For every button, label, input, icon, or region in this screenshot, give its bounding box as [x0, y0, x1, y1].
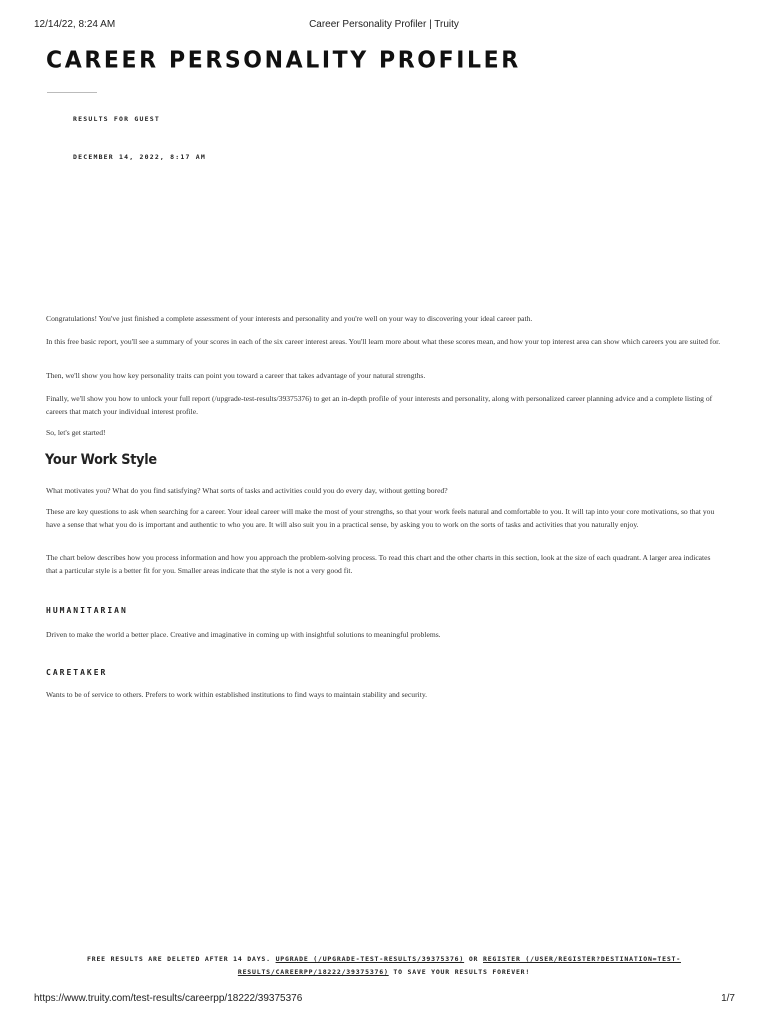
- notice-suffix: TO SAVE YOUR RESULTS FOREVER!: [393, 968, 531, 976]
- intro-paragraph: So, let's get started!: [46, 428, 106, 437]
- page-title: CAREER PERSONALITY PROFILER: [46, 47, 521, 74]
- style-description-humanitarian: Driven to make the world a better place. Creative and imaginative in coming up with insightful solutions to meaningful problems.: [46, 630, 441, 639]
- results-expiry-notice: [60, 953, 708, 979]
- work-style-heading: Your Work Style: [45, 452, 157, 468]
- print-url: https://www.truity.com/test-results/careerpp/18222/39375376: [34, 993, 303, 1004]
- work-style-paragraph: What motivates you? What do you find satisfying? What sorts of tasks and activities could you do every day, without getting bored?: [46, 486, 448, 495]
- intro-paragraph: Congratulations! You've just finished a complete assessment of your interests and personality and you're well on your way to discovering your ideal career path.: [46, 314, 533, 323]
- intro-paragraph: In this free basic report, you'll see a summary of your scores in each of the six career interest areas. You'll learn more about what these scores mean, and how your top interest area can show which careers you are suited for.: [46, 337, 721, 346]
- print-page-number: 1/7: [721, 993, 735, 1004]
- work-style-paragraph: These are key questions to ask when searching for a career. Your ideal career will make the most of your strengths, so that your work feels natural and comfortable to you. It will tap into your core motivations, so that you have a sense that what you do is important and authentic to who you are. It will also suit you in a practical sense, by asking you to work on the sorts of tasks and activities that you naturally enjoy.: [46, 507, 715, 529]
- title-divider: [47, 92, 97, 93]
- print-datetime: 12/14/22, 8:24 AM: [34, 19, 116, 30]
- style-description-caretaker: Wants to be of service to others. Prefers to work within established institutions to find ways to maintain stability and security.: [46, 690, 428, 699]
- work-style-paragraph: The chart below describes how you process information and how you approach the problem-solving process. To read this chart and the other charts in this section, look at the size of each quadrant. A larger area indicates that a particular style is a better fit for you. Smaller areas indicate that the style is not a very good fit.: [46, 553, 711, 575]
- style-heading-humanitarian: HUMANITARIAN: [46, 606, 128, 615]
- notice-or: OR: [468, 955, 479, 963]
- results-date: DECEMBER 14, 2022, 8:17 AM: [73, 153, 206, 161]
- notice-prefix: FREE RESULTS ARE DELETED AFTER 14 DAYS.: [87, 955, 271, 963]
- intro-paragraph: Finally, we'll show you how to unlock your full report (/upgrade-test-results/39375376) to get an in-depth profile of your interests and personality, along with personalized career planning advice and a complete listing of careers that match your individual interest profile.: [46, 394, 713, 416]
- print-page-title: Career Personality Profiler | Truity: [309, 19, 459, 30]
- results-for-label: RESULTS FOR GUEST: [73, 115, 160, 123]
- intro-paragraph: Then, we'll show you how key personality traits can point you toward a career that takes advantage of your natural strengths.: [46, 371, 426, 380]
- register-link[interactable]: REGISTER (/USER/REGISTER?DESTINATION=TEST-RESULTS/CAREERPP/18222/39375376): [237, 955, 681, 976]
- style-heading-caretaker: CARETAKER: [46, 668, 108, 677]
- upgrade-link[interactable]: UPGRADE (/UPGRADE-TEST-RESULTS/39375376): [275, 955, 465, 963]
